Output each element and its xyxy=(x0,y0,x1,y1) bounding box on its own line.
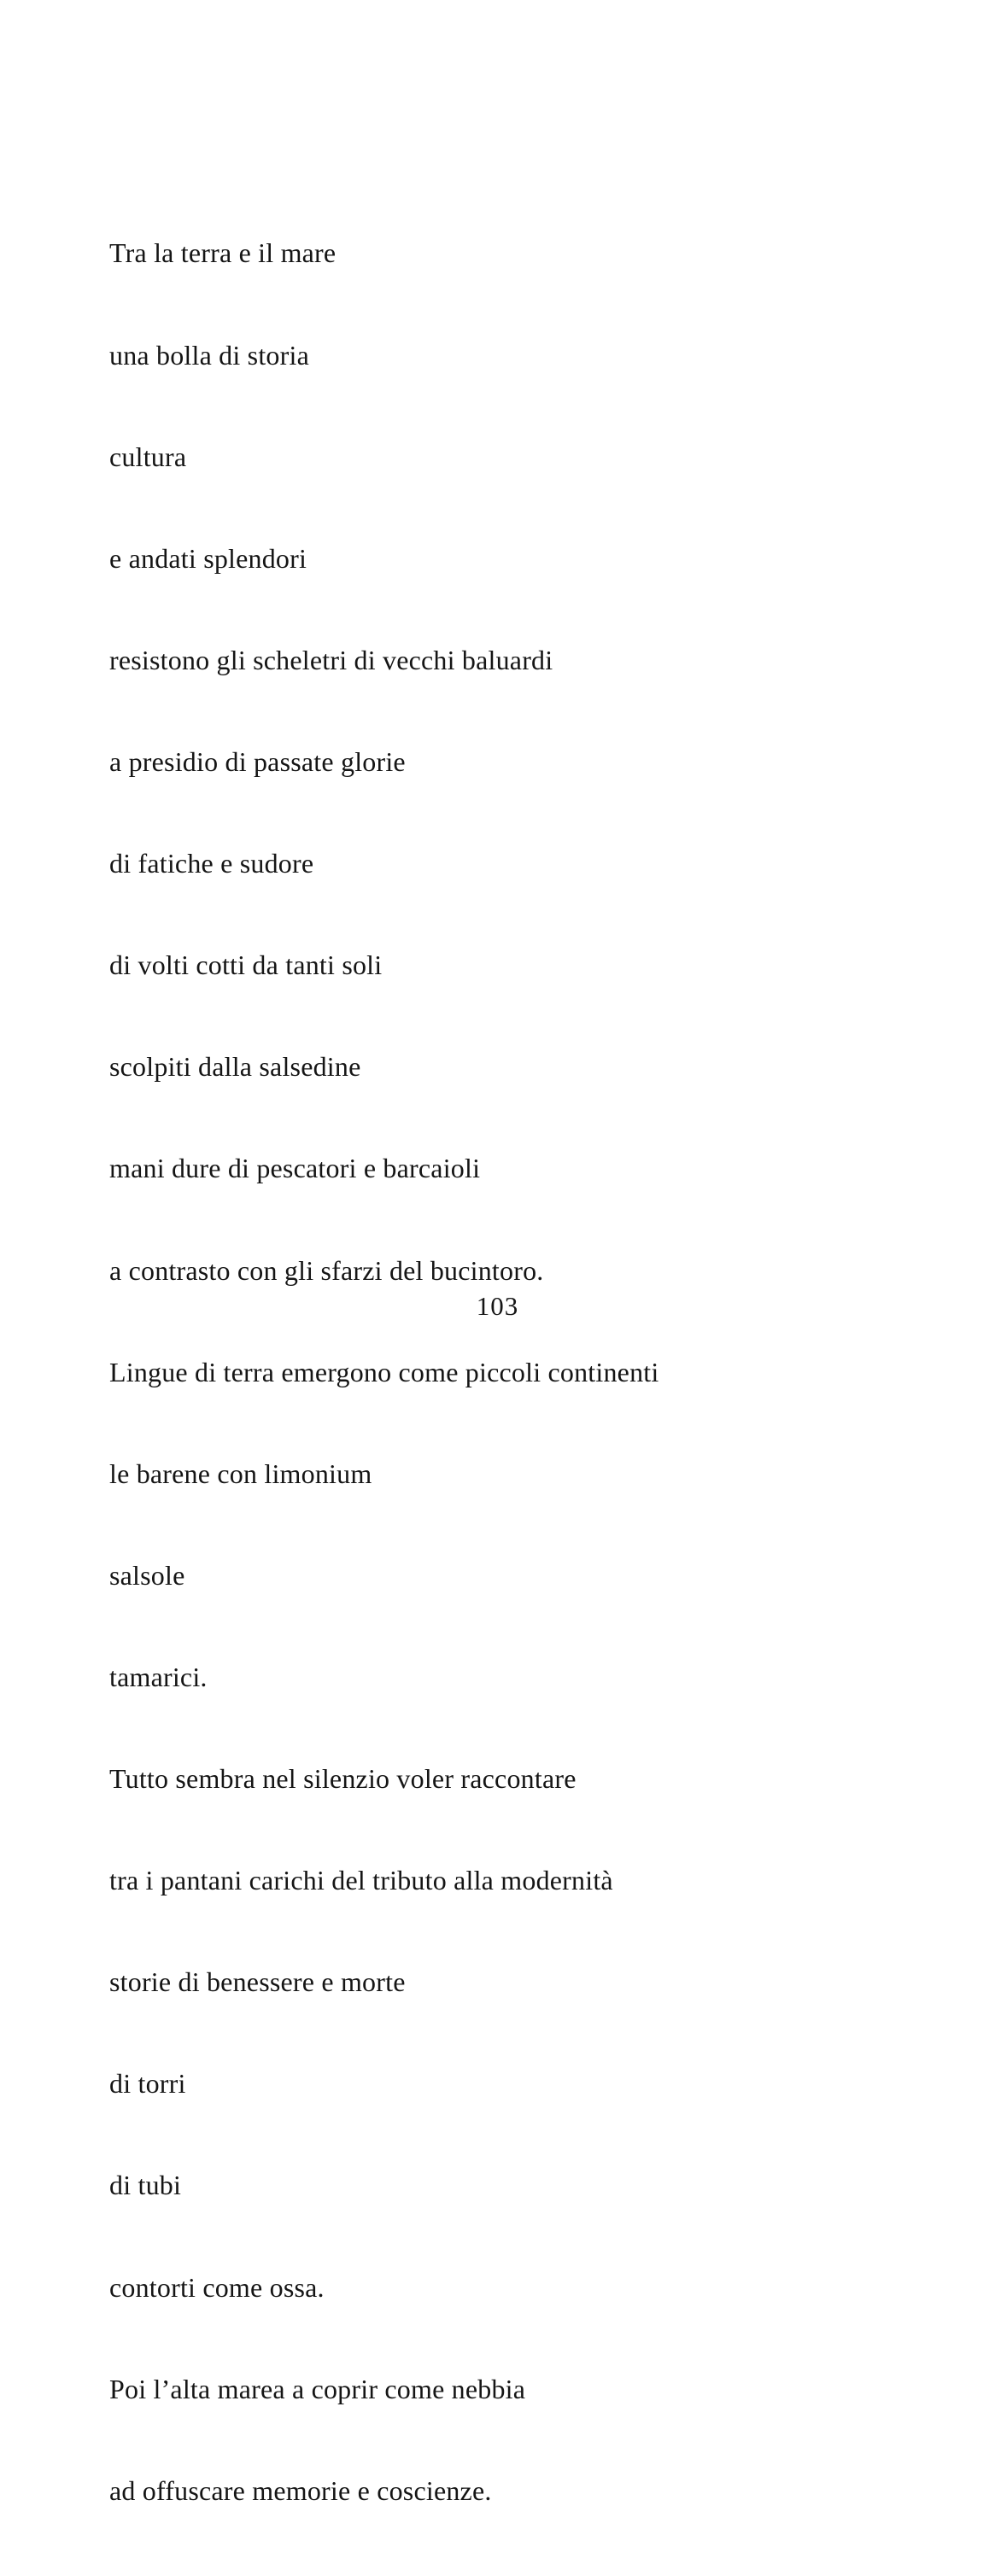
poem-line: salsole xyxy=(109,1559,185,1591)
poem-line: mani dure di pescatori e barcaioli xyxy=(109,1153,481,1184)
poem-line: le barene con limonium xyxy=(109,1457,372,1489)
poem-line: di volti cotti da tanti soli xyxy=(109,949,383,981)
poem-line: storie di benessere e morte xyxy=(109,1966,406,1998)
poem-line: a contrasto con gli sfarzi del bucintoro. xyxy=(109,1254,544,1286)
poem-line: ad offuscare memorie e coscienze. xyxy=(109,2474,492,2506)
poem-line: Poi l’alta marea a coprir come nebbia xyxy=(109,2373,526,2404)
poem-line: Lingue di terra emergono come piccoli continenti xyxy=(109,1356,659,1387)
poem-line: contorti come ossa. xyxy=(109,2271,325,2303)
poem-line: di tubi xyxy=(109,2170,182,2201)
poem-line: una bolla di storia xyxy=(109,339,309,371)
poem-line: resistono gli scheletri di vecchi baluardi xyxy=(109,644,553,675)
poem-line: Tutto sembra nel silenzio voler raccontare xyxy=(109,1763,577,1795)
poem-text-block xyxy=(109,169,658,2576)
poem-line: di fatiche e sudore xyxy=(109,848,314,879)
poem-line: e andati splendori xyxy=(109,542,307,574)
poem-line: cultura xyxy=(109,441,187,472)
poem-line: a presidio di passate glorie xyxy=(109,745,406,777)
page-number: 103 xyxy=(476,1291,519,1321)
poem-line: Tra la terra e il mare xyxy=(109,237,337,269)
poem-line: tamarici. xyxy=(109,1661,208,1692)
poem-line: tra i pantani carichi del tributo alla modernità xyxy=(109,1865,613,1896)
poem-line: di torri xyxy=(109,2068,186,2100)
poem-line: scolpiti dalla salsedine xyxy=(109,1051,361,1083)
